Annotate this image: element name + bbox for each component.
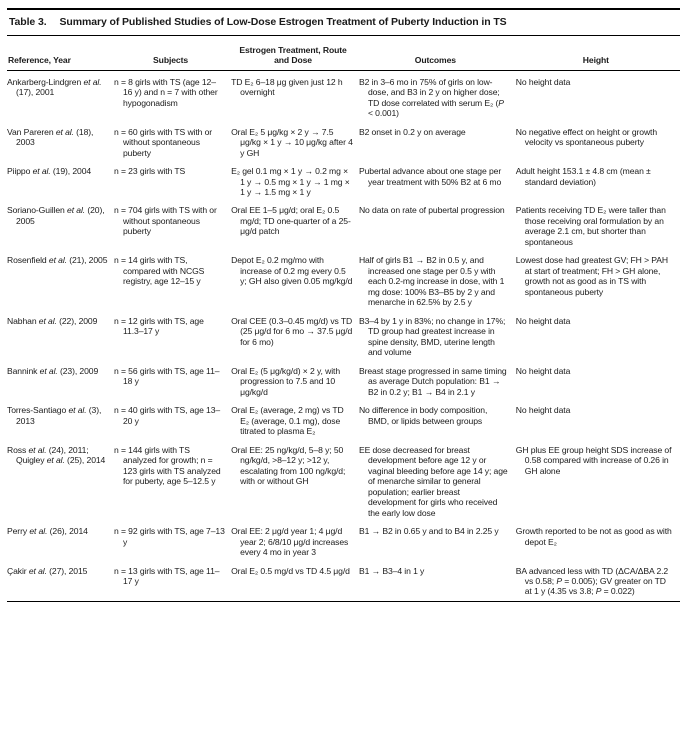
table-header	[7, 36, 680, 70]
cell-text-reference: Ankarberg-Lindgren et al. (17), 2001	[7, 76, 102, 98]
cell-text-height: No height data	[515, 365, 571, 376]
cell-outcomes	[359, 70, 516, 122]
cell-height	[516, 70, 680, 122]
col-header-outcomes: Outcomes	[414, 55, 456, 66]
cell-text-reference: Soriano-Guillen et al. (20), 2005	[7, 205, 105, 226]
table-title-text: Summary of Published Studies of Low-Dose Estrogen Treatment of Puberty Induction in TS	[59, 16, 507, 28]
cell-text-height: Growth reported to be not as good as with depot E₂	[515, 526, 672, 547]
cell-subjects	[114, 401, 231, 440]
cell-reference	[7, 401, 114, 440]
table-body	[7, 70, 680, 601]
cell-height	[516, 401, 680, 440]
cell-subjects	[114, 441, 231, 522]
cell-text-outcomes: B3–4 by 1 y in 83%; no change in 17%; TD group had greatest increase in spine density, BMD, uterine length and volume	[358, 315, 506, 358]
cell-height	[516, 522, 680, 561]
cell-text-subjects: n = 92 girls with TS, age 7–13 y	[114, 526, 225, 547]
studies-table	[7, 36, 680, 602]
cell-text-subjects: n = 14 girls with TS, compared with NCGS registry, age 12–15 y	[114, 255, 205, 287]
cell-treatment	[231, 401, 359, 440]
cell-text-treatment: E₂ gel 0.1 mg × 1 y → 0.2 mg × 1 y → 0.5 mg × 1 y → 1 mg × 1 y → 1.5 mg × 1 y	[231, 166, 350, 197]
cell-text-subjects: n = 13 girls with TS, age 11–17 y	[114, 565, 220, 586]
cell-outcomes	[359, 562, 516, 602]
cell-text-subjects: n = 704 girls with TS with or without spontaneous puberty	[114, 205, 217, 237]
cell-treatment	[231, 162, 359, 201]
table-row	[7, 362, 680, 401]
cell-text-subjects: n = 12 girls with TS, age 11.3–17 y	[114, 315, 204, 337]
cell-text-outcomes: B2 onset in 0.2 y on average	[358, 126, 466, 137]
cell-height	[516, 162, 680, 201]
cell-text-reference: Nabhan et al. (22), 2009	[7, 315, 98, 326]
cell-treatment	[231, 70, 359, 122]
cell-text-treatment: Oral CEE (0.3–0.45 mg/d) vs TD (25 μg/d for 6 mo → 37.5 μg/d for 6 mo)	[231, 315, 353, 347]
cell-treatment	[231, 123, 359, 162]
table-row	[7, 123, 680, 162]
cell-outcomes	[359, 401, 516, 440]
cell-subjects	[114, 201, 231, 251]
cell-treatment	[231, 562, 359, 602]
table-row	[7, 162, 680, 201]
table-row	[7, 312, 680, 362]
cell-text-height: GH plus EE group height SDS increase of 0.58 compared with increase of 0.26 in GH alone	[515, 444, 672, 476]
cell-text-treatment: Oral E₂ 5 μg/kg × 2 y → 7.5 μg/kg × 1 y → 10 μg/kg after 4 y GH	[231, 126, 353, 158]
cell-reference	[7, 162, 114, 201]
cell-outcomes	[359, 162, 516, 201]
cell-text-reference: Çakir et al. (27), 2015	[7, 565, 88, 576]
cell-text-reference: Torres-Santiago et al. (3), 2013	[7, 405, 102, 426]
cell-reference	[7, 522, 114, 561]
cell-text-treatment: Oral EE: 2 μg/d year 1; 4 μg/d year 2; 6/8/10 μg/d increases every 4 mo in year 3	[231, 526, 349, 558]
cell-text-reference: Bannink et al. (23), 2009	[7, 365, 99, 376]
cell-text-treatment: TD E₂ 6–18 μg given just 12 h overnight	[231, 76, 343, 98]
cell-text-reference: Rosenfield et al. (21), 2005	[7, 255, 108, 266]
cell-text-reference: Perry et al. (26), 2014	[7, 526, 88, 537]
cell-text-outcomes: No data on rate of pubertal progression	[358, 205, 505, 216]
col-header-subjects: Subjects	[153, 55, 189, 66]
cell-subjects	[114, 123, 231, 162]
cell-text-subjects: n = 40 girls with TS, age 13–20 y	[114, 405, 221, 426]
cell-outcomes	[359, 123, 516, 162]
cell-text-treatment: Oral EE 1–5 μg/d; oral E₂ 0.5 mg/d; TD one-quarter of a 25-μg/d patch	[231, 205, 351, 237]
table-row	[7, 562, 680, 602]
cell-height	[516, 123, 680, 162]
cell-text-height: Patients receiving TD E₂ were taller than those receiving oral formulation by an average 2.1 cm, but shorter than spontaneous	[515, 205, 666, 247]
cell-treatment	[231, 522, 359, 561]
cell-subjects	[114, 562, 231, 602]
col-header-height: Height	[582, 55, 609, 66]
cell-reference	[7, 362, 114, 401]
cell-text-outcomes: B1 → B3–4 in 1 y	[358, 565, 425, 576]
cell-text-treatment: Oral E₂ (average, 2 mg) vs TD E₂ (average, 0.1 mg), dose titrated to plasma E₂	[231, 405, 344, 437]
cell-outcomes	[359, 522, 516, 561]
cell-text-treatment: Oral E₂ (5 μg/kg/d) × 2 y, with progression to 7.5 and 10 μg/kg/d	[231, 365, 341, 397]
table-number-label: Table 3.	[9, 16, 47, 28]
cell-text-subjects: n = 144 girls with TS analyzed for growth; n = 123 girls with TS analyzed for puberty, age 5–12.5 y	[114, 444, 221, 487]
cell-text-height: BA advanced less with TD (ΔCA/ΔBA 2.2 vs 0.58; P = 0.005); GV greater on TD at 1 y (4.35 vs 3.8; P = 0.022)	[515, 565, 669, 597]
cell-text-height: No height data	[515, 76, 571, 87]
cell-outcomes	[359, 362, 516, 401]
cell-text-reference: Van Pareren et al. (18), 2003	[7, 126, 94, 148]
header-row	[7, 36, 680, 70]
col-header-estrogen-treatment: Estrogen Treatment, Route and Dose	[239, 45, 347, 66]
cell-text-outcomes: Half of girls B1 → B2 in 0.5 y, and increased one stage per 0.5 y with each 0.2-mg increase in dose, with 1 mg dose: 100% B3–B5 by 2 y and menarche in 62.5% by 2.5 y	[358, 255, 505, 308]
cell-treatment	[231, 201, 359, 251]
cell-text-subjects: n = 56 girls with TS, age 11–18 y	[114, 365, 220, 387]
cell-reference	[7, 70, 114, 122]
cell-text-treatment: Oral E₂ 0.5 mg/d vs TD 4.5 μg/d	[231, 565, 350, 576]
cell-text-height: Lowest dose had greatest GV; FH > PAH at start of treatment; FH > GH alone, growth not as good as in TS with spontaneous puberty	[515, 255, 669, 297]
cell-reference	[7, 201, 114, 251]
cell-outcomes	[359, 312, 516, 362]
cell-text-height: No height data	[515, 405, 571, 416]
cell-text-outcomes: EE dose decreased for breast development before age 12 y or vaginal bleeding before age 14 y; age of menarche similar to general population; earlier breast development for girls who received the early low dose	[358, 444, 508, 518]
cell-subjects	[114, 312, 231, 362]
cell-outcomes	[359, 251, 516, 311]
cell-text-subjects: n = 60 girls with TS with or without spontaneous puberty	[114, 126, 213, 158]
table-row	[7, 251, 680, 311]
cell-text-height: Adult height 153.1 ± 4.8 cm (mean ± standard deviation)	[515, 166, 651, 187]
cell-height	[516, 312, 680, 362]
cell-reference	[7, 312, 114, 362]
cell-reference	[7, 441, 114, 522]
cell-subjects	[114, 522, 231, 561]
cell-text-outcomes: B2 in 3–6 mo in 75% of girls on low-dose, and B3 in 2 y on higher dose; TD dose correlated with serum E₂ (P < 0.001)	[358, 76, 504, 119]
cell-text-subjects: n = 23 girls with TS	[114, 166, 186, 177]
cell-treatment	[231, 441, 359, 522]
cell-height	[516, 201, 680, 251]
cell-reference	[7, 123, 114, 162]
cell-reference	[7, 562, 114, 602]
cell-text-height: No height data	[515, 315, 571, 326]
table-row	[7, 70, 680, 122]
cell-text-outcomes: No difference in body composition, BMD, or lipids between groups	[358, 405, 488, 426]
cell-text-treatment: Oral EE: 25 ng/kg/d, 5–8 y; 50 ng/kg/d, >8–12 y; >12 y, escalating from 100 ng/kg/d; with or without GH	[231, 444, 346, 487]
cell-reference	[7, 251, 114, 311]
table-row	[7, 201, 680, 251]
cell-outcomes	[359, 201, 516, 251]
cell-text-height: No negative effect on height or growth velocity vs spontaneous puberty	[515, 126, 658, 148]
table-row	[7, 401, 680, 440]
cell-height	[516, 562, 680, 602]
cell-height	[516, 441, 680, 522]
table-row	[7, 441, 680, 522]
cell-text-subjects: n = 8 girls with TS (age 12–16 y) and n = 7 with other hypogonadism	[114, 76, 218, 108]
cell-treatment	[231, 312, 359, 362]
cell-text-treatment: Depot E₂ 0.2 mg/mo with increase of 0.2 mg every 0.5 y; GH also given 0.05 mg/kg/d	[231, 255, 353, 287]
cell-treatment	[231, 251, 359, 311]
cell-subjects	[114, 70, 231, 122]
cell-height	[516, 251, 680, 311]
cell-text-reference: Ross et al. (24), 2011; Quigley et al. (25), 2014	[7, 444, 106, 466]
cell-text-reference: Piippo et al. (19), 2004	[7, 166, 92, 177]
cell-treatment	[231, 362, 359, 401]
cell-text-outcomes: Breast stage progressed in same timing as average Dutch population: B1 → B2 in 0.2 y; B1 → B4 in 2.1 y	[358, 365, 507, 397]
cell-outcomes	[359, 441, 516, 522]
col-header-reference-year: Reference, Year	[8, 55, 71, 66]
table-row	[7, 522, 680, 561]
cell-text-outcomes: B1 → B2 in 0.65 y and to B4 in 2.25 y	[358, 526, 499, 537]
cell-height	[516, 362, 680, 401]
cell-subjects	[114, 162, 231, 201]
cell-subjects	[114, 362, 231, 401]
cell-subjects	[114, 251, 231, 311]
table-title	[7, 10, 680, 35]
cell-text-outcomes: Pubertal advance about one stage per year treatment with 50% B2 at 6 mo	[358, 166, 502, 187]
